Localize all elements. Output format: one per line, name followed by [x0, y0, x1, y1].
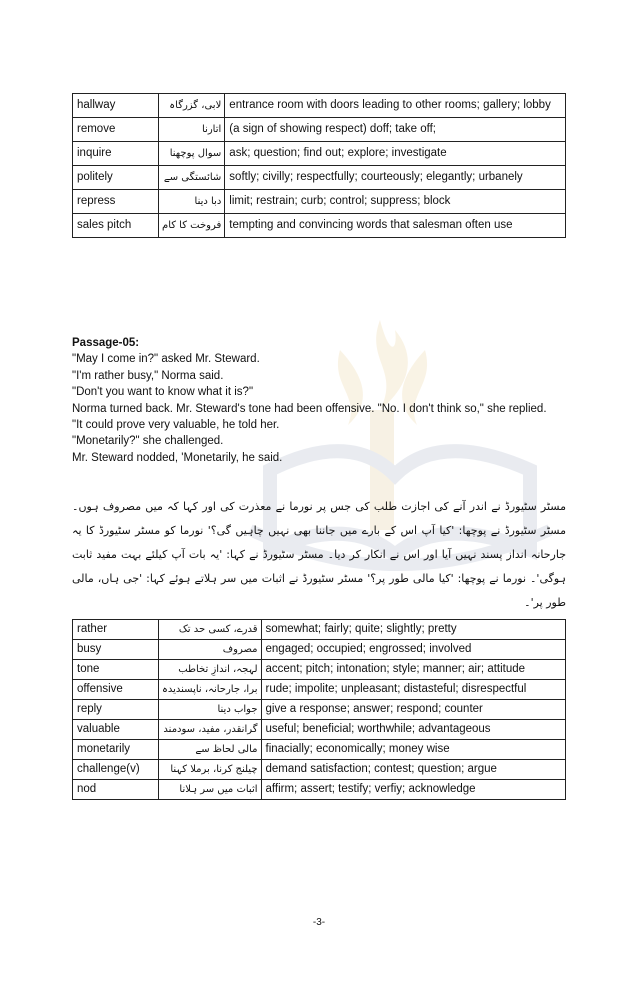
- english-meaning: limit; restrain; curb; control; suppress; block: [225, 190, 566, 214]
- table-row: [73, 94, 566, 118]
- vocab-word: rather: [73, 620, 159, 640]
- english-meaning: affirm; assert; testify; verfiy; acknowledge: [261, 780, 565, 800]
- english-meaning: softly; civilly; respectfully; courteously; elegantly; urbanely: [225, 166, 566, 190]
- passage-line: "Monetarily?" she challenged.: [72, 435, 224, 448]
- urdu-meaning: قدرے، کسی حد تک: [159, 620, 262, 640]
- table-row: [73, 118, 566, 142]
- vocab-word: challenge(v): [73, 760, 159, 780]
- passage-05: [72, 335, 566, 466]
- vocab-word: inquire: [73, 142, 159, 166]
- english-meaning: finacially; economically; money wise: [261, 740, 565, 760]
- vocab-word: offensive: [73, 680, 159, 700]
- table-row: [73, 720, 566, 740]
- urdu-meaning: گرانقدر، مفید، سودمند: [159, 720, 262, 740]
- vocab-word: monetarily: [73, 740, 159, 760]
- table-row: [73, 142, 566, 166]
- urdu-meaning: چیلنج کرنا، برملا کہنا: [159, 760, 262, 780]
- vocab-word: hallway: [73, 94, 159, 118]
- passage-title: Passage-05:: [72, 337, 140, 349]
- vocabulary-table-1: [72, 93, 566, 238]
- table-row: [73, 700, 566, 720]
- table-row: [73, 740, 566, 760]
- vocab-word: repress: [73, 190, 159, 214]
- vocab-word: valuable: [73, 720, 159, 740]
- table-row: [73, 620, 566, 640]
- english-meaning: rude; impolite; unpleasant; distasteful; disrespectful: [261, 680, 565, 700]
- urdu-meaning: سوال پوچھنا: [159, 142, 225, 166]
- page-number: -3-: [312, 917, 326, 928]
- urdu-meaning: جواب دینا: [159, 700, 262, 720]
- english-meaning: tempting and convincing words that salesman often use: [225, 214, 566, 238]
- english-meaning: (a sign of showing respect) doff; take off;: [225, 118, 566, 142]
- english-meaning: demand satisfaction; contest; question; argue: [261, 760, 565, 780]
- vocab-word: busy: [73, 640, 159, 660]
- english-meaning: entrance room with doors leading to other rooms; gallery; lobby: [225, 94, 566, 118]
- vocab-word: nod: [73, 780, 159, 800]
- english-meaning: give a response; answer; respond; counter: [261, 700, 565, 720]
- english-meaning: useful; beneficial; worthwhile; advantageous: [261, 720, 565, 740]
- passage-line: "May I come in?" asked Mr. Steward.: [72, 353, 260, 366]
- urdu-meaning: دبا دینا: [159, 190, 225, 214]
- urdu-meaning: فروخت کا کام: [159, 214, 225, 238]
- table-row: [73, 680, 566, 700]
- passage-line: "It could prove very valuable, he told her.: [72, 419, 280, 432]
- english-meaning: ask; question; find out; explore; investigate: [225, 142, 566, 166]
- passage-line: Mr. Steward nodded, 'Monetarily, he said.: [72, 451, 283, 464]
- passage-line: "I'm rather busy," Norma said.: [72, 369, 224, 382]
- english-meaning: somewhat; fairly; quite; slightly; pretty: [261, 620, 565, 640]
- table-row: [73, 166, 566, 190]
- english-meaning: engaged; occupied; engrossed; involved: [261, 640, 565, 660]
- table-row: [73, 640, 566, 660]
- urdu-meaning: مالی لحاظ سے: [159, 740, 262, 760]
- urdu-meaning: لابی، گزرگاہ: [159, 94, 225, 118]
- passage-line: "Don't you want to know what it is?": [72, 386, 254, 399]
- urdu-meaning: برا، جارحانہ، ناپسندیدہ: [159, 680, 262, 700]
- urdu-meaning: شائستگی سے: [159, 166, 225, 190]
- urdu-meaning: مصروف: [159, 640, 262, 660]
- vocab-word: remove: [73, 118, 159, 142]
- urdu-meaning: اتارنا: [159, 118, 225, 142]
- english-meaning: accent; pitch; intonation; style; manner; air; attitude: [261, 660, 565, 680]
- table-row: [73, 780, 566, 800]
- urdu-translation: مسٹر سٹیورڈ نے اندر آنے کی اجازت طلب کی جس پر نورما نے معذرت کی اور کہا کہ میں مصروف ہوں۔ مسٹر سٹیورڈ نے پوچھا: 'کیا آپ اس کے بارے میں جاننا بھی نہیں چاہیں گی؟' نورما کو مسٹر سٹیورڈ کا یہ جارحانہ انداز پسند نہیں آیا اور اس نے انکار کر دیا۔ مسٹر سٹیورڈ نے کہا: 'یہ بات آپ کیلئے بہت مفید ثابت ہوگی'۔ نورما نے پوچھا: 'کیا مالی طور پر؟' مسٹر سٹیورڈ نے اثبات میں سر ہلاتے ہوئے کہا: 'جی ہاں، مالی طور پر'۔: [72, 500, 566, 609]
- vocab-word: reply: [73, 700, 159, 720]
- table-row: [73, 660, 566, 680]
- table-row: [73, 190, 566, 214]
- table-row: [73, 760, 566, 780]
- vocab-word: politely: [73, 166, 159, 190]
- vocab-word: tone: [73, 660, 159, 680]
- vocab-word: sales pitch: [73, 214, 159, 238]
- vocabulary-table-2: [72, 619, 566, 800]
- urdu-meaning: لہجہ، اندازِ تخاطب: [159, 660, 262, 680]
- urdu-meaning: اثبات میں سر ہلانا: [159, 780, 262, 800]
- table-row: [73, 214, 566, 238]
- passage-line: Norma turned back. Mr. Steward's tone had been offensive. "No. I don't think so," she replied.: [72, 402, 547, 415]
